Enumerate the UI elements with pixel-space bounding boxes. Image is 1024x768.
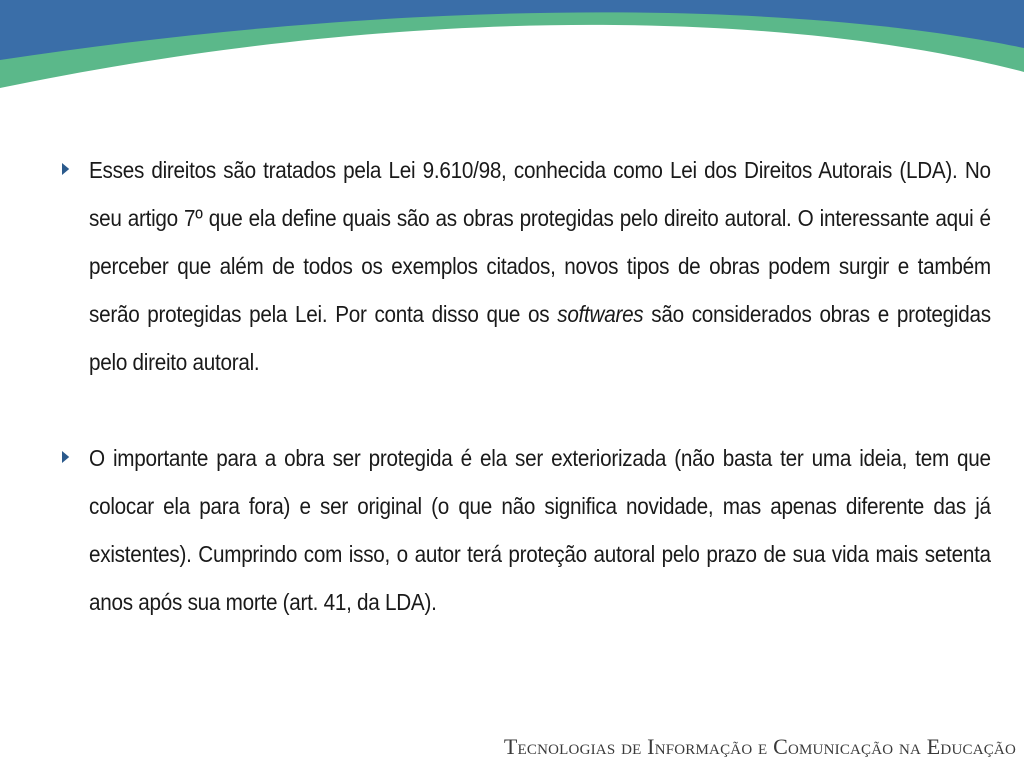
bullet-text: O importante para a obra ser protegida é ela ser exteriorizada (não basta ter uma ideia, tem que colocar ela para fora) e ser original (o que não significa novidade, mas apenas diferente das já existentes). Cumprindo com isso, o autor terá proteção autoral pelo prazo de sua vida mais setenta anos após sua morte (art. 41, da LDA). xyxy=(89,445,991,615)
bullet-text-part: Esses direitos são tratados pela Lei 9.610/98, conhecida como Lei dos Direitos Autorais (LDA). No seu artigo 7º que ela define quais são as obras protegidas pelo direito autoral. O interessante aqui é perceber que além de todos os exemplos citados, novos tipos de obras podem surgir e também serão protegidas pela Lei. Por conta disso que os xyxy=(89,157,991,327)
footer-title: Tecnologias de Informação e Comunicação na Educação xyxy=(503,734,1016,759)
bullet-item-lda xyxy=(62,146,991,386)
bullet-arrow-icon xyxy=(62,163,69,175)
bullet-arrow-icon xyxy=(62,451,69,463)
bullet-item-protection xyxy=(62,434,991,626)
slide-content xyxy=(62,146,991,626)
bullet-text-emphasis: softwares xyxy=(557,301,644,327)
header-wave-decoration xyxy=(0,0,1024,100)
bullet-text-part: são considerados obras e protegidas pelo direito autoral. xyxy=(89,301,991,375)
